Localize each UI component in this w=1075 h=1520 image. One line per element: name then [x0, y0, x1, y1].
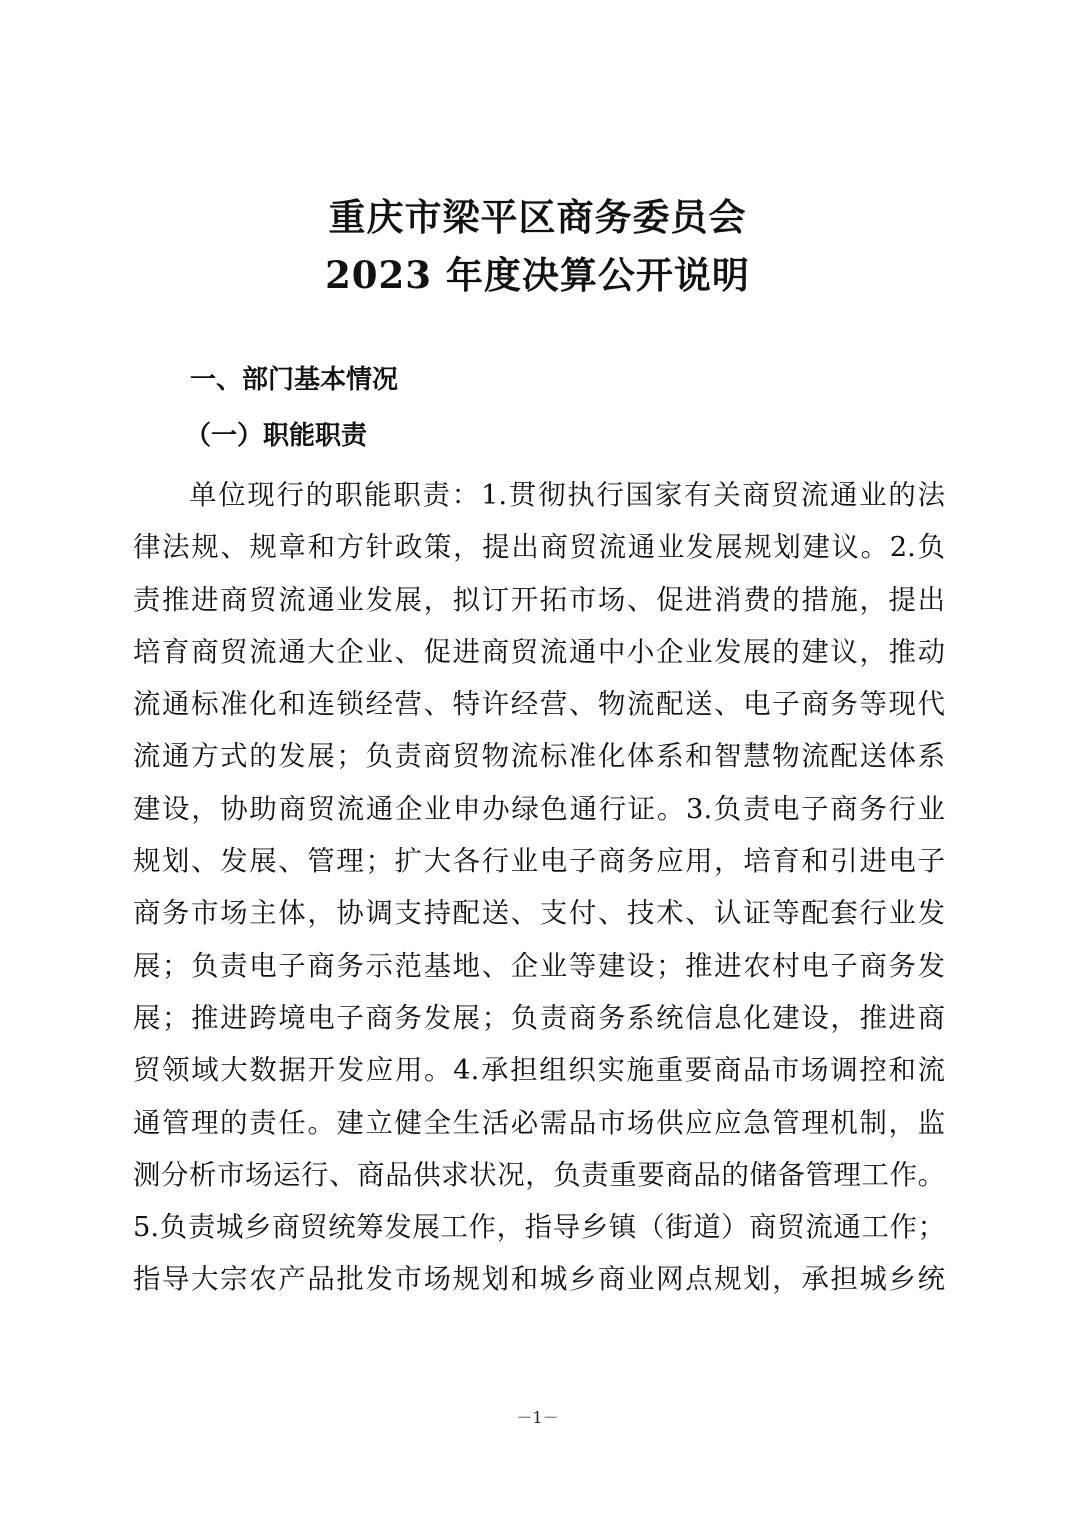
body-paragraph [133, 470, 945, 1307]
title-line-2: 2023 年度决算公开说明 [325, 253, 750, 297]
page-number: －1－ [516, 1408, 559, 1427]
body-line-15: 5.负责城乡商贸统筹发展工作，指导乡镇（街道）商贸流通工作； [133, 1212, 945, 1244]
body-line-7: 建设，协助商贸流通企业申办绿色通行证。3.负责电子商务行业 [133, 793, 945, 825]
body-line-4: 培育商贸流通大企业、促进商贸流通中小企业发展的建议，推动 [133, 636, 945, 668]
body-line-1: 单位现行的职能职责：1.贯彻执行国家有关商贸流通业的法 [189, 480, 945, 511]
body-line-16: 指导大宗农产品批发市场规划和城乡商业网点规划，承担城乡统 [133, 1264, 945, 1296]
body-line-14: 测分析市场运行、商品供求状况，负责重要商品的储备管理工作。 [133, 1159, 945, 1191]
subsection-heading: （一）职能职责 [185, 421, 368, 451]
title-line-1: 重庆市梁平区商务委员会 [328, 195, 747, 239]
body-line-9: 商务市场主体，协调支持配送、支付、技术、认证等配套行业发 [133, 898, 945, 930]
body-line-5: 流通标准化和连锁经营、特许经营、物流配送、电子商务等现代 [133, 689, 945, 721]
body-line-3: 责推进商贸流通业发展，拟订开拓市场、促进消费的措施，提出 [133, 584, 945, 616]
section-heading: 一、部门基本情况 [190, 365, 399, 395]
body-line-13: 通管理的责任。建立健全生活必需品市场供应应急管理机制，监 [133, 1107, 945, 1139]
body-line-11: 展；推进跨境电子商务发展；负责商务系统信息化建设，推进商 [133, 1002, 945, 1034]
body-line-2: 律法规、规章和方针政策，提出商贸流通业发展规划建议。2.负 [133, 532, 945, 564]
body-line-12: 贸领域大数据开发应用。4.承担组织实施重要商品市场调控和流 [133, 1055, 945, 1087]
body-line-8: 规划、发展、管理；扩大各行业电子商务应用，培育和引进电子 [133, 846, 945, 878]
body-line-6: 流通方式的发展；负责商贸物流标准化体系和智慧物流配送体系 [133, 741, 945, 773]
document-title [0, 188, 1075, 304]
body-line-10: 展；负责电子商务示范基地、企业等建设；推进农村电子商务发 [133, 950, 945, 982]
